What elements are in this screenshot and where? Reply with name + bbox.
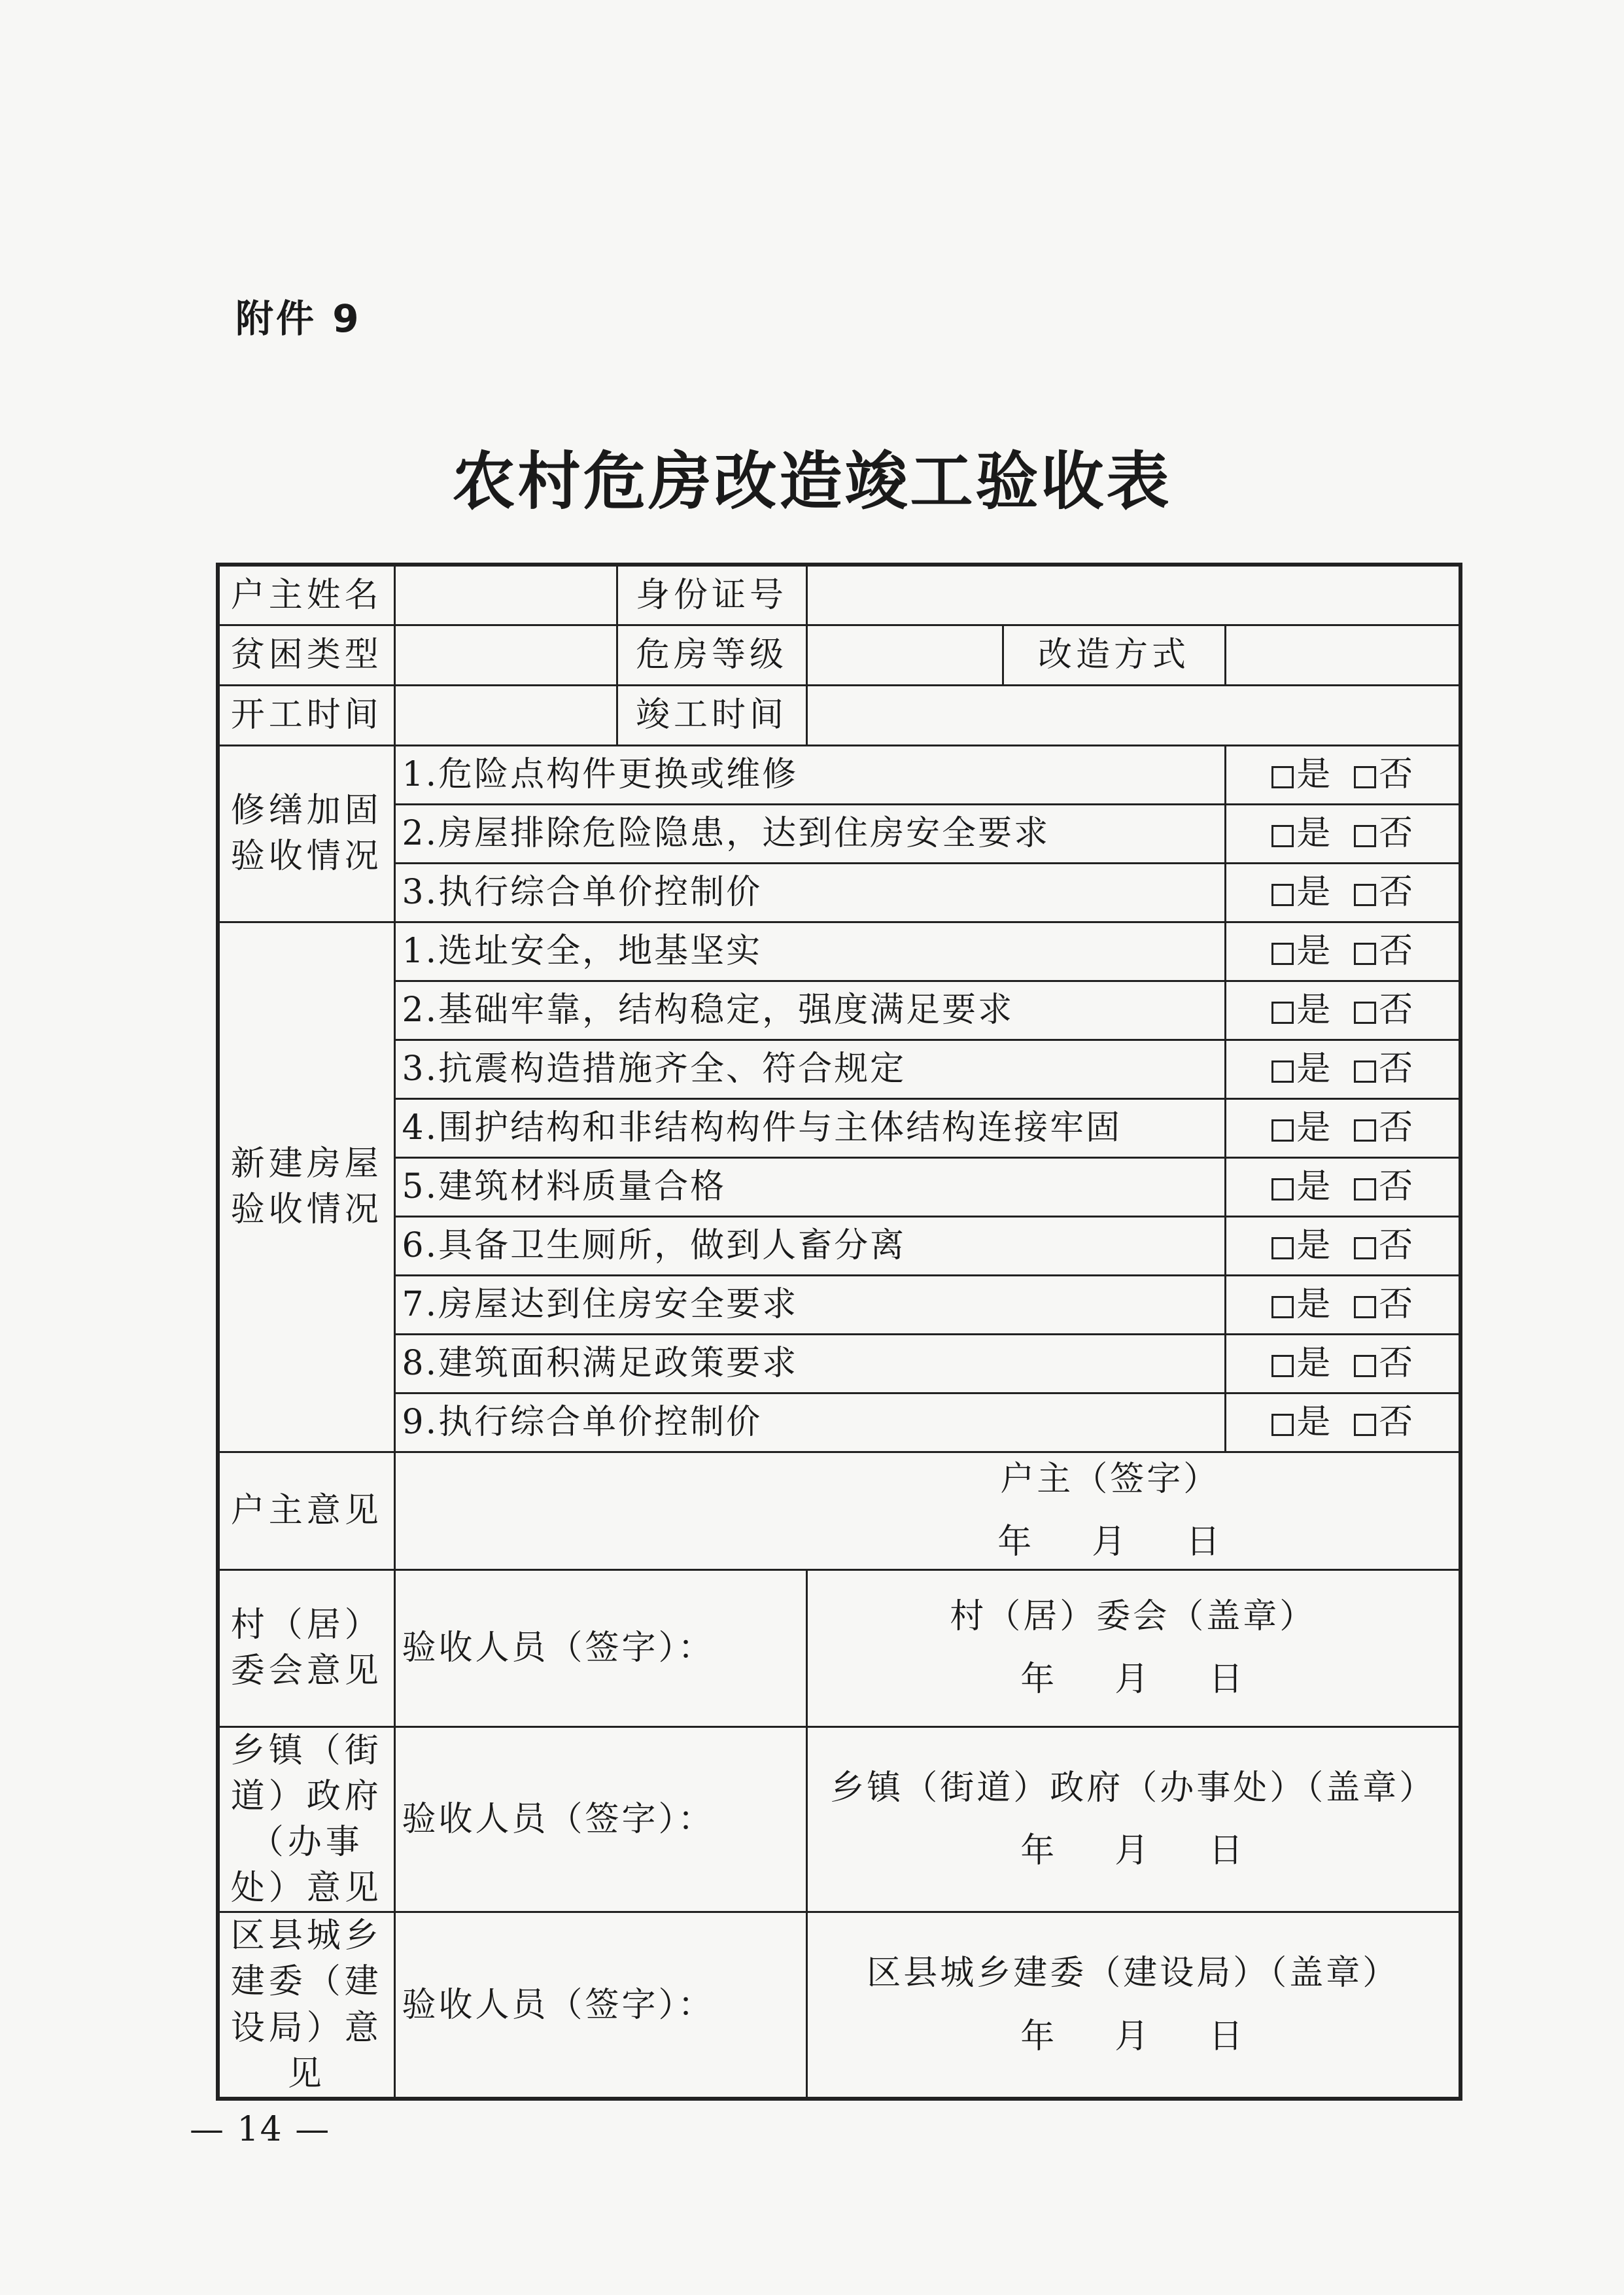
yes-checkbox[interactable] [1271, 1355, 1294, 1377]
newbuild-item: 1.选址安全，地基坚实 [394, 922, 1225, 981]
county-opinion-row [218, 1912, 1460, 2099]
id-number-label: 身份证号 [617, 565, 806, 625]
yes-no-check: 是 否 [1225, 1334, 1460, 1393]
repair-item: 3.执行综合单价控制价 [394, 863, 1225, 922]
newbuild-row [218, 981, 1460, 1040]
renovation-method-label: 改造方式 [1003, 625, 1225, 685]
yes-no-check: 是 否 [1225, 1216, 1460, 1275]
repair-item: 1.危险点构件更换或维修 [394, 745, 1225, 804]
newbuild-section-label: 新建房屋验收情况 [218, 922, 394, 1452]
no-checkbox[interactable] [1354, 1414, 1376, 1436]
no-checkbox[interactable] [1354, 1178, 1376, 1200]
newbuild-item: 6.具备卫生厕所，做到人畜分离 [394, 1216, 1225, 1275]
yes-no-check: 是 否 [1225, 863, 1460, 922]
town-opinion-row [218, 1726, 1460, 1912]
newbuild-row [218, 1393, 1460, 1452]
newbuild-row [218, 1216, 1460, 1275]
newbuild-item: 9.执行综合单价控制价 [394, 1393, 1225, 1452]
newbuild-item: 8.建筑面积满足政策要求 [394, 1334, 1225, 1393]
repair-row [218, 804, 1460, 863]
town-stamp-label: 乡镇（街道）政府（办事处）（盖章） [830, 1768, 1436, 1808]
village-stamp-cell[interactable] [806, 1569, 1460, 1726]
yes-no-check: 是 否 [1225, 745, 1460, 804]
village-stamp-label: 村（居）委会（盖章） [950, 1596, 1317, 1636]
newbuild-item: 4.围护结构和非结构构件与主体结构连接牢固 [394, 1098, 1225, 1157]
yes-checkbox[interactable] [1271, 1119, 1294, 1142]
newbuild-row [218, 1098, 1460, 1157]
county-inspector-sign[interactable]: 验收人员（签字）： [394, 1912, 806, 2099]
finish-time-label: 竣工时间 [617, 685, 806, 745]
poverty-type-field[interactable] [394, 625, 617, 685]
yes-no-check: 是 否 [1225, 922, 1460, 981]
attachment-label: 附件 9 [235, 296, 362, 341]
owner-sign-label: 户主（签字） [1000, 1459, 1220, 1499]
page-title: 农村危房改造竣工验收表 [452, 444, 1172, 518]
repair-row [218, 745, 1460, 804]
page-number: — 14 — [190, 2110, 331, 2149]
yes-checkbox[interactable] [1271, 1237, 1294, 1259]
id-number-field[interactable] [806, 565, 1460, 625]
owner-name-field[interactable] [394, 565, 617, 625]
no-checkbox[interactable] [1354, 1296, 1376, 1318]
yes-no-check: 是 否 [1225, 1040, 1460, 1098]
village-opinion-label: 村（居）委会意见 [218, 1569, 394, 1726]
no-checkbox[interactable] [1354, 1060, 1376, 1083]
newbuild-item: 2.基础牢靠，结构稳定，强度满足要求 [394, 981, 1225, 1040]
owner-date: 年 月 日 [997, 1522, 1223, 1562]
newbuild-row [218, 1157, 1460, 1216]
no-checkbox[interactable] [1354, 766, 1376, 788]
row-poverty [218, 625, 1460, 685]
row-owner [218, 565, 1460, 625]
village-opinion-row [218, 1569, 1460, 1726]
yes-checkbox[interactable] [1271, 1002, 1294, 1024]
no-checkbox[interactable] [1354, 1355, 1376, 1377]
newbuild-item: 3.抗震构造措施齐全、符合规定 [394, 1040, 1225, 1098]
county-stamp-cell[interactable] [806, 1912, 1460, 2099]
owner-name-label: 户主姓名 [218, 565, 394, 625]
poverty-type-label: 贫困类型 [218, 625, 394, 685]
yes-checkbox[interactable] [1271, 825, 1294, 847]
yes-checkbox[interactable] [1271, 1178, 1294, 1200]
repair-section-label: 修缮加固验收情况 [218, 745, 394, 922]
yes-checkbox[interactable] [1271, 766, 1294, 788]
town-date: 年 月 日 [1020, 1831, 1246, 1870]
yes-no-check: 是 否 [1225, 1393, 1460, 1452]
no-checkbox[interactable] [1354, 1237, 1376, 1259]
danger-level-label: 危房等级 [617, 625, 806, 685]
county-date: 年 月 日 [1020, 2016, 1246, 2056]
no-checkbox[interactable] [1354, 825, 1376, 847]
newbuild-row [218, 922, 1460, 981]
county-stamp-label: 区县城乡建委（建设局）（盖章） [867, 1953, 1400, 1993]
newbuild-item: 5.建筑材料质量合格 [394, 1157, 1225, 1216]
county-opinion-label: 区县城乡建委（建设局）意见 [218, 1912, 394, 2099]
finish-time-field[interactable] [806, 685, 1460, 745]
town-stamp-cell[interactable] [806, 1726, 1460, 1912]
yes-checkbox[interactable] [1271, 943, 1294, 965]
yes-checkbox[interactable] [1271, 1060, 1294, 1083]
repair-item: 2.房屋排除危险隐患，达到住房安全要求 [394, 804, 1225, 863]
danger-level-field[interactable] [806, 625, 1003, 685]
newbuild-row [218, 1334, 1460, 1393]
renovation-method-field[interactable] [1225, 625, 1460, 685]
yes-checkbox[interactable] [1271, 1296, 1294, 1318]
row-time [218, 685, 1460, 745]
yes-no-check: 是 否 [1225, 1275, 1460, 1334]
newbuild-row [218, 1275, 1460, 1334]
newbuild-row [218, 1040, 1460, 1098]
town-opinion-label: 乡镇（街道）政府（办事处）意见 [218, 1726, 394, 1912]
village-inspector-sign[interactable]: 验收人员（签字）： [394, 1569, 806, 1726]
newbuild-item: 7.房屋达到住房安全要求 [394, 1275, 1225, 1334]
owner-opinion-label: 户主意见 [218, 1452, 394, 1569]
yes-no-check: 是 否 [1225, 981, 1460, 1040]
repair-row [218, 863, 1460, 922]
yes-no-check: 是 否 [1225, 804, 1460, 863]
owner-opinion-cell[interactable] [394, 1452, 1460, 1569]
yes-checkbox[interactable] [1271, 1414, 1294, 1436]
start-time-field[interactable] [394, 685, 617, 745]
yes-no-check: 是 否 [1225, 1098, 1460, 1157]
no-checkbox[interactable] [1354, 1119, 1376, 1142]
yes-checkbox[interactable] [1271, 884, 1294, 906]
acceptance-form [216, 563, 1462, 2101]
owner-opinion-row [218, 1452, 1460, 1569]
no-checkbox[interactable] [1354, 1002, 1376, 1024]
yes-no-check: 是 否 [1225, 1157, 1460, 1216]
no-checkbox[interactable] [1354, 884, 1376, 906]
no-checkbox[interactable] [1354, 943, 1376, 965]
town-inspector-sign[interactable]: 验收人员（签字）： [394, 1726, 806, 1912]
start-time-label: 开工时间 [218, 685, 394, 745]
village-date: 年 月 日 [1020, 1660, 1246, 1699]
